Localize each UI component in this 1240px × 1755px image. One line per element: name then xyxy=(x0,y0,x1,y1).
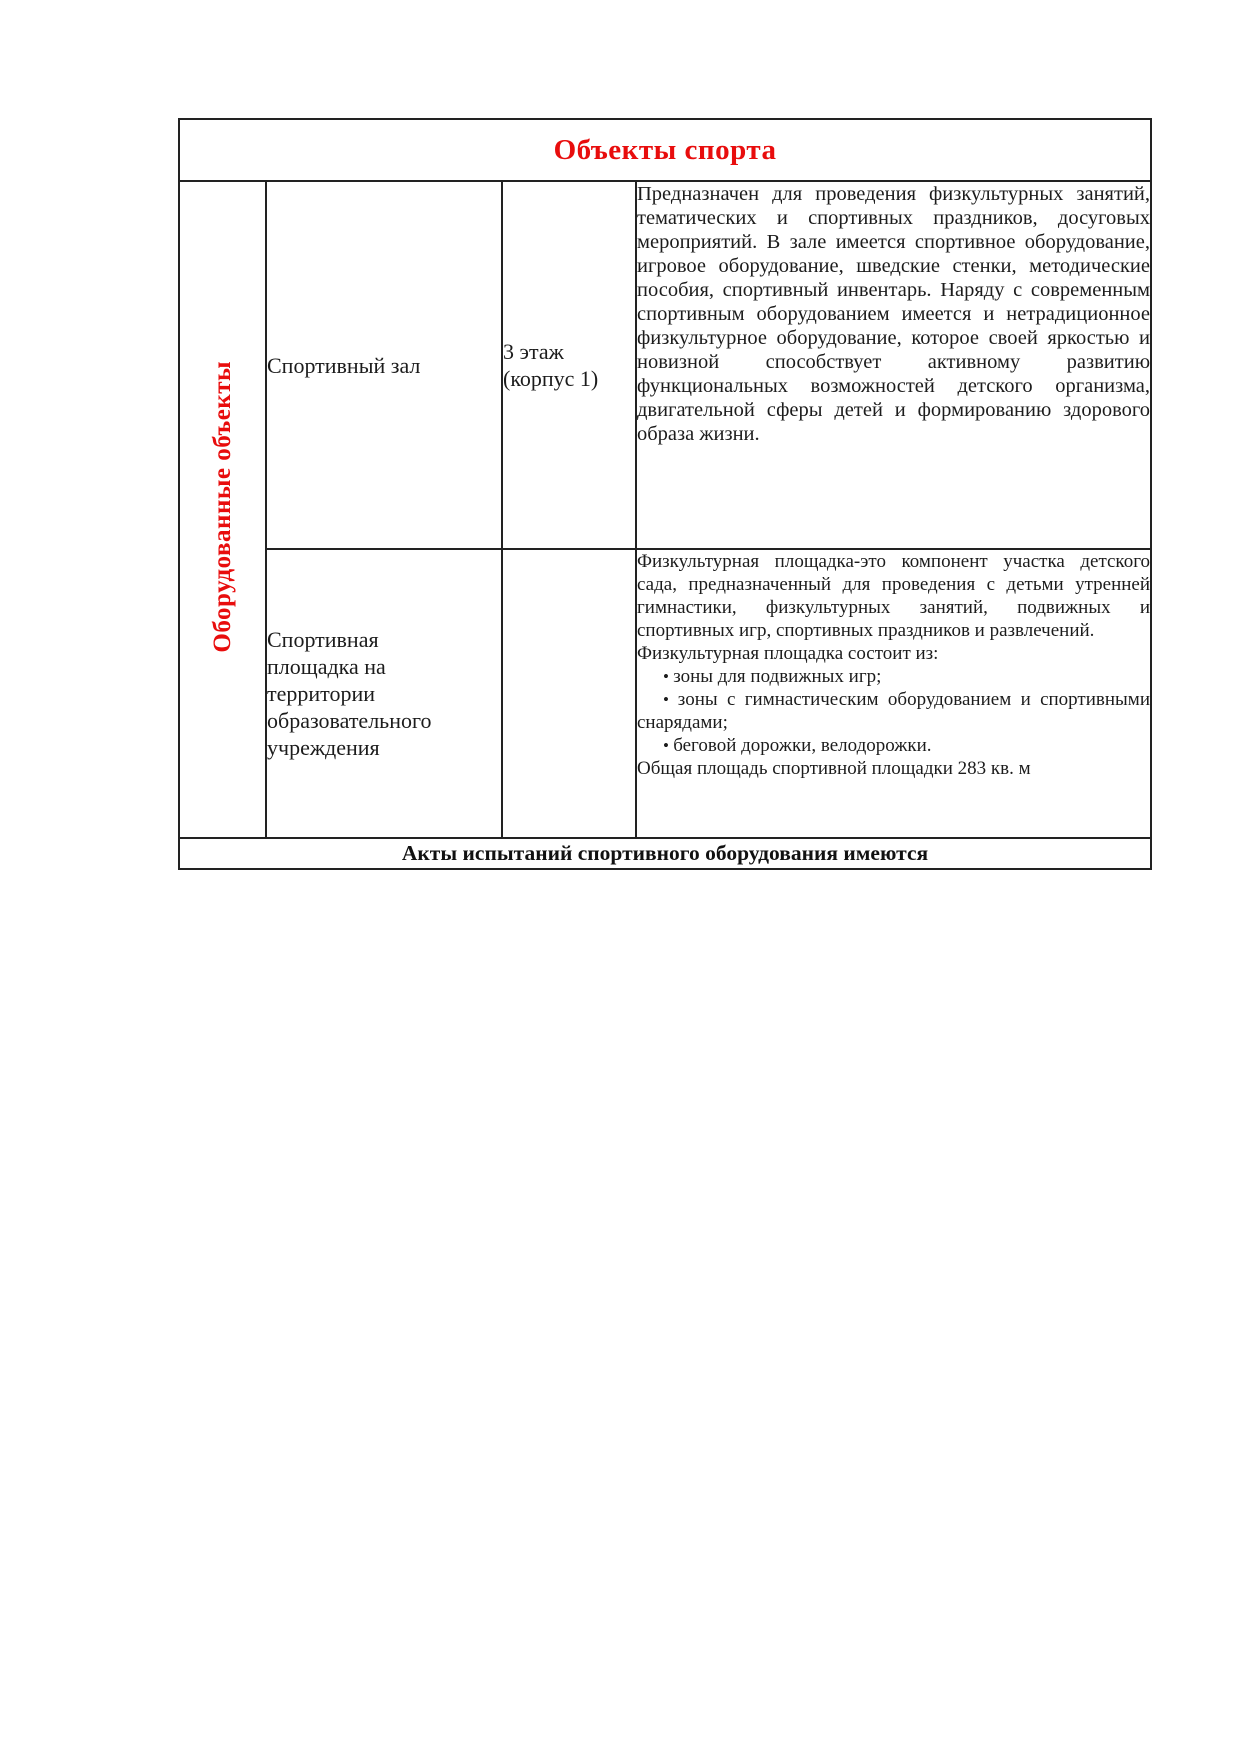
object-name-sports-ground: Спортивная площадка на территории образовательного учреждения xyxy=(267,627,432,760)
bullet-dot-icon: • xyxy=(663,736,674,755)
description-cell xyxy=(636,181,1151,549)
description-intro: Физкультурная площадка-это компонент участка детского сада, предназначенный для проведения с детьми утренней гимнастики, физкультурных занятий, подвижных и спортивных игр, спортивных праздников и развлечений. xyxy=(637,551,1151,641)
sports-objects-table xyxy=(178,118,1152,870)
floor-line-1: 3 этаж xyxy=(503,339,564,364)
acts-cell xyxy=(179,838,1151,869)
object-name-sports-hall: Спортивный зал xyxy=(267,352,421,378)
table-title: Объекты спорта xyxy=(553,133,777,166)
table-row xyxy=(179,181,1151,549)
object-name-cell xyxy=(266,181,502,549)
table-title-cell xyxy=(179,119,1151,181)
floor-line-2: (корпус 1) xyxy=(503,366,599,391)
sports-hall-description: Предназначен для проведения физкультурных занятий, тематических и спортивных праздников, досуговых мероприятий. В зале имеется спортивное оборудование, игровое оборудование, шведские стенки, методические пособия, спортивный инвентарь. Наряду с современным спортивным оборудованием имеется и нетрадиционное физкультурное оборудование, которое своей яркостью и новизной способствует активному развитию функциональных возможностей детского организма, двигательной сферы детей и формированию здорового образа жизни. xyxy=(637,183,1151,445)
side-label-rotated: Оборудованные объекты xyxy=(208,361,236,653)
bullet-item xyxy=(637,734,1150,757)
side-label-cell xyxy=(179,181,266,838)
table-row xyxy=(179,838,1151,869)
floor-cell-empty xyxy=(502,549,636,838)
bullet-text: зоны с гимнастическим оборудованием и спортивными снарядами; xyxy=(637,689,1151,733)
description-cell xyxy=(636,549,1151,838)
bullet-text: беговой дорожки, велодорожки. xyxy=(673,735,932,756)
sports-ground-description xyxy=(637,550,1150,780)
description-lead: Физкультурная площадка состоит из: xyxy=(637,643,939,664)
table-row xyxy=(179,549,1151,838)
bullet-item xyxy=(637,688,1150,734)
table-row xyxy=(179,119,1151,181)
acts-statement: Акты испытаний спортивного оборудования имеются xyxy=(401,841,929,865)
object-name-cell xyxy=(266,549,502,838)
bullet-dot-icon: • xyxy=(663,690,678,709)
bullet-dot-icon: • xyxy=(663,667,674,686)
bullet-item xyxy=(637,665,1150,688)
floor-cell xyxy=(502,181,636,549)
bullet-text: зоны для подвижных игр; xyxy=(673,666,882,687)
description-outro: Общая площадь спортивной площадки 283 кв. м xyxy=(637,758,1031,779)
